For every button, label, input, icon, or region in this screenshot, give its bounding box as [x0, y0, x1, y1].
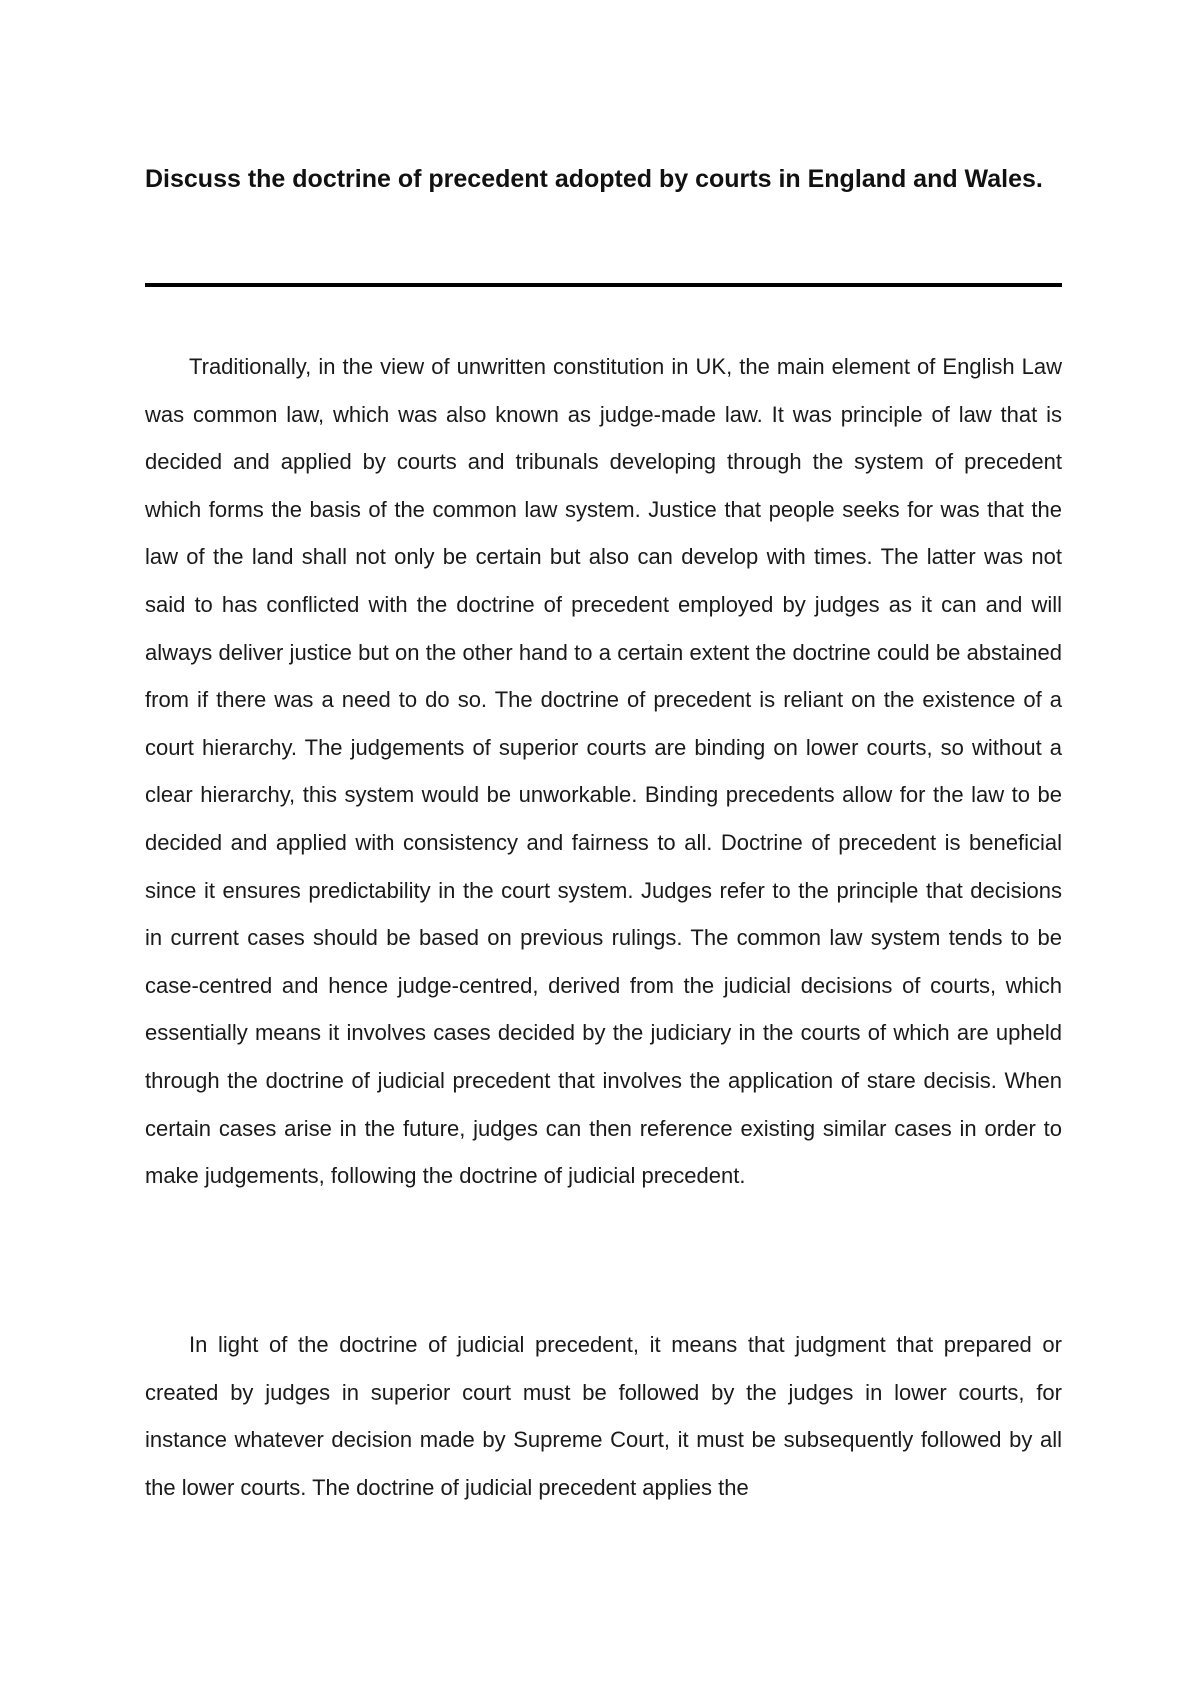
body-paragraph-1: Traditionally, in the view of unwritten constitution in UK, the main element of English Law was common law, which was also known as judge-made law. It was principle of law that is decided and applied by courts and tribunals developing through the system of precedent which forms the basis of the common law system. Justice that people seeks for was that the law of the land shall not only be certain but also can develop with times. The latter was not said to has conflicted with the doctrine of precedent employed by judges as it can and will always deliver justice but on the other hand to a certain extent the doctrine could be abstained from if there was a need to do so. The doctrine of precedent is reliant on the existence of a court hierarchy. The judgements of superior courts are binding on lower courts, so without a clear hierarchy, this system would be unworkable. Binding precedents allow for the law to be decided and applied with consistency and fairness to all. Doctrine of precedent is beneficial since it ensures predictability in the court system. Judges refer to the principle that decisions in current cases should be based on previous rulings. The common law system tends to be case-centred and hence judge-centred, derived from the judicial decisions of courts, which essentially means it involves cases decided by the judiciary in the courts of which are upheld through the doctrine of judicial precedent that involves the application of stare decisis. When certain cases arise in the future, judges can then reference existing similar cases in order to make judgements, following the doctrine of judicial precedent.: [145, 354, 1062, 1189]
body-paragraph-2: In light of the doctrine of judicial precedent, it means that judgment that prepared or created by judges in superior court must be followed by the judges in lower courts, for instance whatever decision made by Supreme Court, it must be subsequently followed by all the lower courts. The doctrine of judicial precedent applies the: [145, 1332, 1062, 1500]
document-title: Discuss the doctrine of precedent adopted by courts in England and Wales.: [145, 165, 1043, 193]
title-divider: [145, 283, 1062, 287]
